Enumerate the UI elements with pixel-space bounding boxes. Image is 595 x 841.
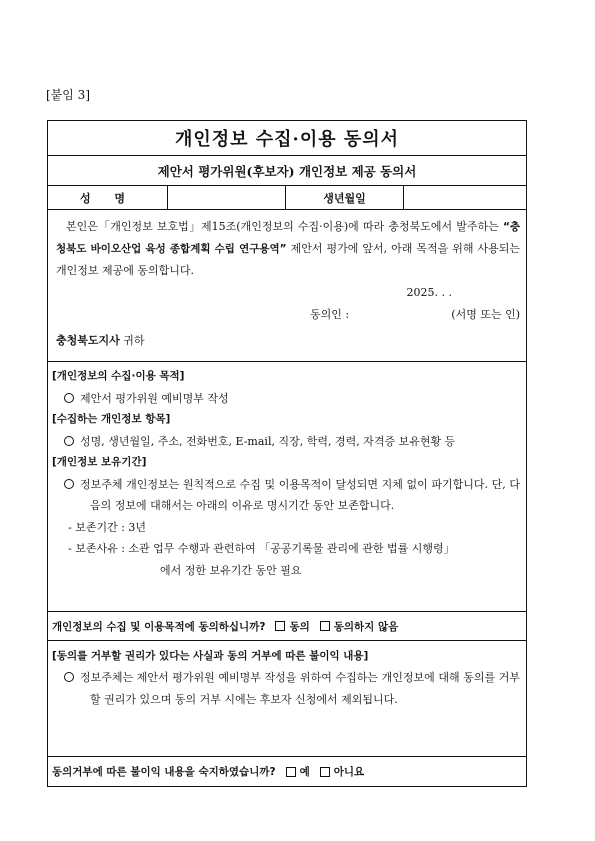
form-subtitle: 제안서 평가위원(후보자) 개인정보 제공 동의서 bbox=[48, 156, 526, 186]
agree-label[interactable]: 동의 bbox=[289, 620, 310, 633]
project-name: “충청북도 바이오산업 육성 종합계획 수립 연구용역” bbox=[56, 221, 520, 255]
name-field[interactable] bbox=[168, 186, 286, 209]
refusal-section bbox=[48, 641, 526, 757]
consent-question bbox=[48, 612, 526, 641]
honorific: 귀하 bbox=[119, 334, 145, 347]
consent-statement bbox=[48, 210, 526, 362]
purpose-item: 제안서 평가위원 예비명부 작성 bbox=[52, 388, 520, 410]
disagree-label[interactable]: 동의하지 않음 bbox=[333, 620, 399, 633]
birth-label: 생년월일 bbox=[286, 186, 404, 209]
addressee-line bbox=[56, 330, 520, 352]
signature-hint[interactable]: (서명 또는 인) bbox=[451, 308, 520, 321]
purpose-heading: [개인정보의 수집·이용 목적] bbox=[52, 370, 185, 382]
disagree-checkbox[interactable] bbox=[320, 621, 330, 631]
name-label: 성 명 bbox=[48, 186, 168, 209]
retention-heading: [개인정보 보유기간] bbox=[52, 456, 147, 468]
purpose-section bbox=[48, 362, 526, 612]
circle-bullet-icon bbox=[64, 393, 74, 403]
signer-label: 동의인 : bbox=[310, 308, 350, 321]
acknowledge-question-text: 동의거부에 따른 불이익 내용을 숙지하였습니까? bbox=[52, 766, 276, 778]
circle-bullet-icon bbox=[64, 672, 74, 682]
circle-bullet-icon bbox=[64, 479, 74, 489]
consent-form bbox=[47, 120, 527, 787]
agree-checkbox[interactable] bbox=[275, 621, 285, 631]
consent-question-text: 개인정보의 수집 및 이용목적에 동의하십니까? bbox=[52, 620, 266, 633]
refusal-item: 정보주체는 제안서 평가위원 예비명부 작성을 위하여 수집하는 개인정보에 대해 동의를 거부할 권리가 있으며 동의 거부 시에는 후보자 신청에서 제외됩니다. bbox=[52, 667, 520, 711]
identity-row bbox=[48, 186, 526, 210]
circle-bullet-icon bbox=[64, 436, 74, 446]
no-label[interactable]: 아니요 bbox=[333, 766, 365, 778]
retention-reason-1: - 보존사유 : 소관 업무 수행과 관련하여 「공공기록물 관리에 관한 법률 시행령」 bbox=[68, 542, 455, 555]
retention-reason-2: 에서 정한 보유기간 동안 필요 bbox=[160, 563, 302, 577]
yes-label[interactable]: 예 bbox=[299, 766, 310, 778]
consent-text-2: 제안서 평가에 앞서, 아래 목적을 위해 사용되는 개인정보 제공에 동의합니다. bbox=[56, 242, 520, 277]
attachment-label: [붙임 3] bbox=[46, 88, 90, 102]
birth-field[interactable] bbox=[404, 186, 526, 209]
yes-checkbox[interactable] bbox=[286, 767, 296, 777]
retention-item: 정보주체 개인정보는 원칙적으로 수집 및 이용목적이 달성되면 지체 없이 파기합니다. 단, 다음의 정보에 대해서는 아래의 이유로 명시기간 동안 보존합니다. bbox=[52, 474, 520, 517]
no-checkbox[interactable] bbox=[320, 767, 330, 777]
collected-heading: [수집하는 개인정보 항목] bbox=[52, 413, 171, 425]
refusal-heading: [동의를 거부할 권리가 있다는 사실과 동의 거부에 따른 불이익 내용] bbox=[52, 650, 369, 662]
consent-text-1: 본인은「개인정보 보호법」제15조(개인정보의 수집·이용)에 따라 충청북도에서 발주하는 bbox=[66, 220, 503, 233]
addressee: 충청북도지사 bbox=[56, 334, 120, 347]
form-title: 개인정보 수집·이용 동의서 bbox=[48, 121, 526, 156]
acknowledge-question bbox=[48, 757, 526, 786]
consent-date[interactable]: 2025. . . bbox=[406, 286, 452, 299]
collected-item: 성명, 생년월일, 주소, 전화번호, E-mail, 직장, 학력, 경력, 자격증 보유현황 등 bbox=[52, 431, 520, 453]
consent-paragraph bbox=[56, 216, 520, 282]
signature-line bbox=[56, 304, 520, 326]
retention-period: - 보존기간 : 3년 bbox=[68, 520, 147, 534]
